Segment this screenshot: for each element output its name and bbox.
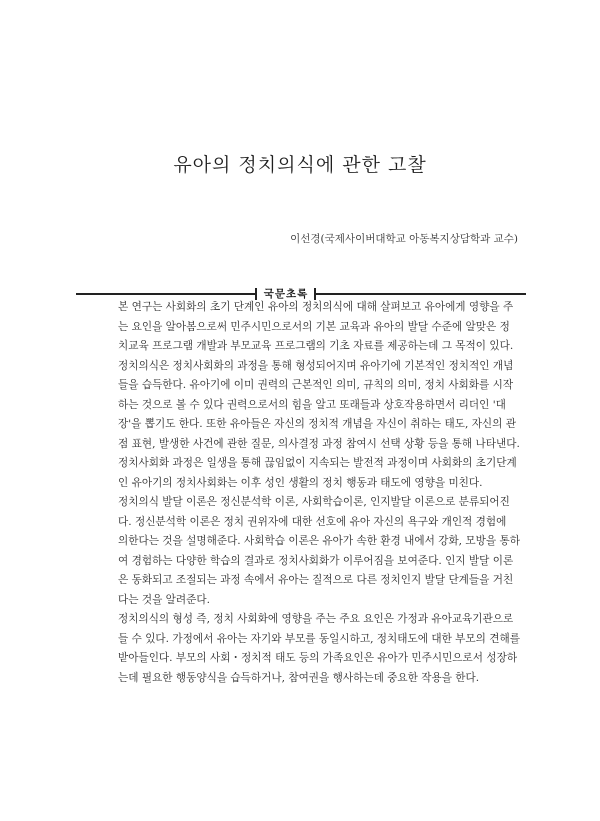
abstract-line: 본 연구는 사회화의 초기 단계인 유아의 정치의식에 대해 살펴보고 유아에게 영향을 주 [118,301,514,313]
author-affiliation: 이선경(국제사이버대학교 아동복지상담학과 교수) [290,233,518,245]
abstract-line: 정치의식은 정치사회화의 과정을 통해 형성되어지며 유아기에 기본적인 정치적인 개념 [118,359,514,372]
abstract-line: 받아들인다. 부모의 사회・정치적 태도 등의 가족요인은 유아가 민주시민으로서 성장하 [118,652,518,664]
abstract-line: 는 요인을 알아봄으로써 민주시민으로서의 기본 교육과 유아의 발달 수준에 알맞은 정 [118,320,510,333]
abstract-line: 다는 것을 알려준다. [118,593,210,606]
abstract-line: 인 유아기의 정치사회화는 이후 성인 생활의 정치 행동과 태도에 영향을 미친다. [118,476,483,489]
abstract-line: 하는 것으로 볼 수 있다 권력으로서의 힘을 알고 또래들과 상호작용하면서 리더인 '대 [118,398,506,411]
abstract-line: 여 경험하는 다양한 학습의 결과로 정치사회화가 이루어짐을 보여준다. 인지 발달 이론 [118,554,514,567]
abstract-label: 국문초록 [263,288,309,300]
abstract-line: 장'을 뽑기도 한다. 또한 유아들은 자신의 정치적 개념을 자신이 취하는 태도, 자신의 관 [118,418,516,430]
abstract-line: 정치의식 발달 이론은 정신분석학 이론, 사회학습이론, 인지발달 이론으로 분류되어진 [118,496,510,508]
abstract-line: 정치사회화 과정은 일생을 통해 끊임없이 지속되는 발전적 과정이며 사회화의 초기단계 [118,457,517,469]
abstract-line: 은 동화되고 조절되는 과정 속에서 유아는 질적으로 다른 정치인지 발달 단계들을 거친 [118,574,514,586]
abstract-line: 의한다는 것을 설명해준다. 사회학습 이론은 유아가 속한 환경 내에서 강화, 모방을 통하 [118,535,520,547]
header-rule-left [76,293,255,295]
abstract-line: 들 수 있다. 가정에서 유아는 자기와 부모를 동일시하고, 정치태도에 대한 부모의 견해를 [118,632,520,645]
abstract-line: 정치의식의 형성 즉, 정치 사회화에 영향을 주는 주요 요인은 가정과 유아교육기관으로 [118,613,514,625]
abstract-line: 점 표현, 발생한 사건에 관한 질문, 의사결정 과정 참여시 선택 상황 등을 통해 나타낸다. [118,437,520,450]
header-rule-right [316,293,526,295]
abstract-line: 다. 정신분석학 이론은 정치 권위자에 대한 선호에 유아 자신의 욕구와 개인적 경험에 [118,515,507,528]
abstract-body [118,298,528,688]
page-title: 유아의 정치의식에 관한 고찰 [173,154,427,176]
abstract-line: 들을 습득한다. 유아기에 이미 권력의 근본적인 의미, 규칙의 의미, 정치 사회화를 시작 [118,379,514,391]
abstract-line: 치교육 프로그램 개발과 부모교육 프로그램의 기초 자료를 제공하는데 그 목적이 있다. [118,340,514,352]
abstract-line: 는데 필요한 행동양식을 습득하거나, 참여권을 행사하는데 중요한 작용을 한다. [118,671,480,684]
